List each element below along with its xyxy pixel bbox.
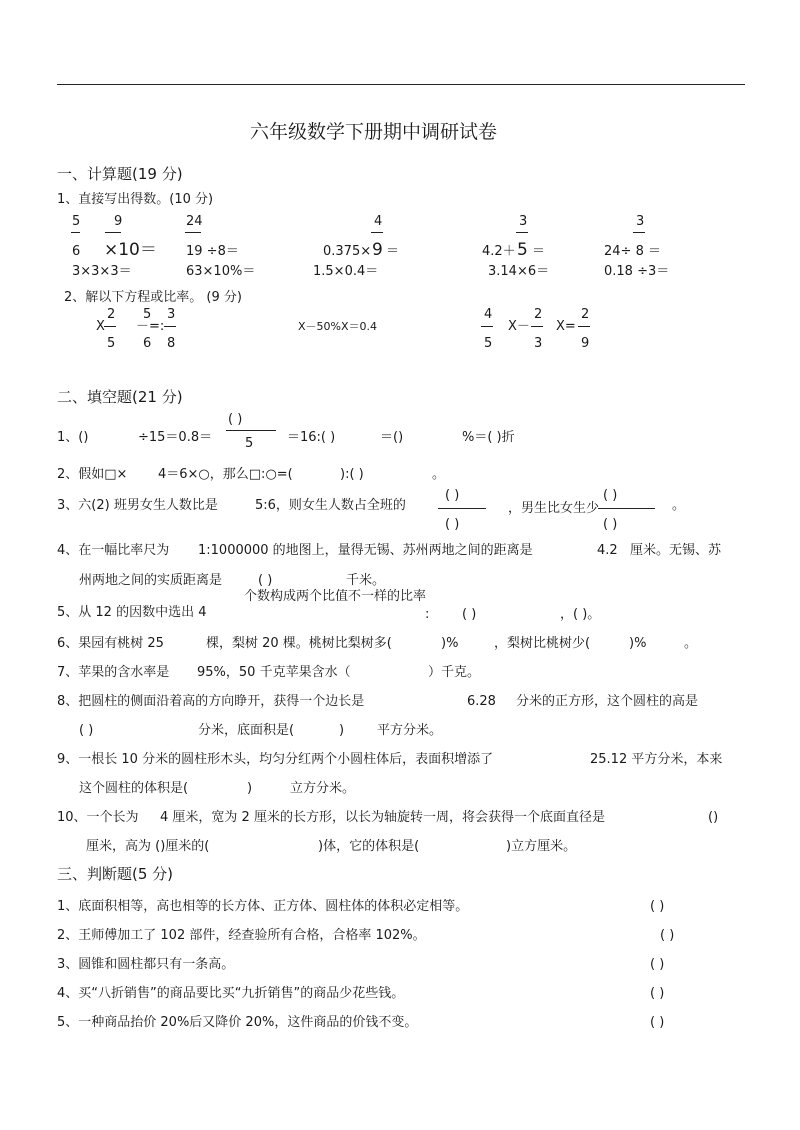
section3-heading: 三、判断题(5 分) [57,865,174,883]
fill-q6-f: 。 [684,636,698,651]
calc-a-num: 5 [72,214,81,229]
fill-q10-b: 4 厘米，宽为 2 厘米的长方形，以长为轴旋转一周，将会获得一个底面直径是 [160,810,605,825]
fill-q4-d: 厘米。无锡、苏 [630,543,722,558]
eq3-n3: 2 [581,307,590,322]
fill-q1-b: ÷15＝0.8＝ [138,430,213,445]
fill-q10-a: 10、一个长为 [57,810,139,825]
fraction-line [71,232,80,233]
fill-q1-c: ＝16:( ) [287,430,336,445]
eq1-n1: 2 [107,307,116,322]
fraction-line [164,326,176,327]
fill-q4-g: 千米。 [346,573,386,588]
judge-item-2: 2、王师傅加工了 102 部件，经查验所有合格，合格率 102%。 [57,928,426,943]
calc-e-pre: 24÷ 8 ＝ [604,244,661,259]
judge-item-4: 4、买“八折销售”的商品要比买“九折销售”的商品少花些钱。 [57,986,405,1001]
fill-q1-a: 1、() [57,430,89,445]
fill-q8-b: 6.28 [467,694,496,709]
eq1-d3: 8 [167,336,176,351]
calc-d-pre: 4.2＋ [482,244,516,259]
calc-row2-2: 63×10%＝ [186,264,256,279]
eq3-n2: 2 [534,307,543,322]
fill-q2-c: ):( ) [340,467,364,482]
eq2: X－50%X＝0.4 [298,320,378,333]
judge-paren-2: ( ) [660,928,675,943]
judge-paren-5: ( ) [650,1015,665,1030]
judge-paren-3: ( ) [650,957,665,972]
eq1-n2: 5 [143,307,152,322]
calc-c-tail: ＝ [386,244,400,259]
calc-d-tail: ＝ [532,244,546,259]
fill-q10-c: () [708,810,719,825]
fill-q8-a: 8、把圆柱的侧面沿着高的方向睁开，获得一个边长是 [57,694,365,709]
calc-c-num: 4 [374,214,383,229]
calc-b-num: 24 [186,214,203,229]
fill-q5-e: ，( )。 [560,607,601,622]
fill-q7-a: 7、苹果的含水率是 [57,665,170,680]
calc-d-num: 3 [519,214,528,229]
fill-q1-e: %＝( )折 [462,430,515,445]
fill-q1-d: ＝() [380,430,404,445]
fraction-line [531,326,543,327]
judge-item-1: 1、底面积相等，高也相等的长方体、正方体、圆柱体的体积必定相等。 [57,899,469,914]
eq1-mid: －=: [136,319,165,334]
eq3-d1: 5 [484,336,493,351]
section1-heading: 一、计算题(19 分) [57,165,183,183]
fraction-line [371,232,383,233]
calc-a-num2: 9 [114,214,123,229]
judge-paren-1: ( ) [650,899,665,914]
fill-q1-num: ( ) [228,412,243,427]
eq3-d2: 3 [534,336,543,351]
fill-q9-d: ) [247,781,253,796]
calc-row2-3: 1.5×0.4＝ [313,264,379,279]
fill-q9-b: 25.12 平方分米，本来 [590,752,723,767]
fill-q6-c: )% [441,636,459,651]
fraction-line [105,232,121,233]
calc-a-tail: ×10＝ [104,240,157,260]
fill-q4-e: 州两地之间的实质距离是 [79,573,223,588]
calc-b-den: 19 ÷8＝ [186,244,239,259]
fill-q6-e: )% [629,636,647,651]
calc-e-num: 3 [636,214,645,229]
fill-q5-c: : [425,607,430,622]
top-rule [57,84,745,85]
fraction-line [438,508,486,509]
fill-q3-d: 。 [672,498,686,513]
fill-q10-e: )体，它的体积是( [318,839,420,854]
eq1-n3: 3 [167,307,176,322]
fill-q6-d: ，梨树比桃树少( [494,636,591,651]
calc-row2-4: 3.14×6＝ [488,264,550,279]
eq3-n1: 4 [484,307,493,322]
fill-q3-a: 3、六(2) 班男女生人数比是 [57,498,218,513]
calc-a-den: 6 [72,244,81,259]
fraction-line [104,326,116,327]
calc-d-den: 5 [517,240,528,260]
fill-q8-e: 分米，底面积是( [198,723,295,738]
fill-q3-den1: ( ) [445,517,460,532]
calc-row2-1: 3×3×3＝ [72,264,132,279]
eq1-d1: 5 [107,336,116,351]
fill-q10-d: 厘米，高为 ()厘米的( [86,839,210,854]
fill-q3-b: 5:6，则女生人数占全班的 [255,498,406,513]
fill-q5-a: 个数构成两个比值不一样的比率 [244,589,427,604]
fill-q5-d: ( ) [462,607,477,622]
judge-item-3: 3、圆锥和圆柱都只有一条高。 [57,957,235,972]
eq3-x2: X= [556,319,576,334]
fill-q8-d: ( ) [79,723,94,738]
fill-q3-num1: ( ) [445,488,460,503]
page-title: 六年级数学下册期中调研试卷 [250,121,498,143]
fraction-line [185,232,201,233]
fill-q9-a: 9、一根长 10 分米的圆柱形木头，均匀分红两个小圆柱体后，表面积增添了 [57,752,494,767]
fill-q2-a: 2、假如□× [57,467,128,482]
calc-c-pre: 0.375× [323,244,372,259]
section2-heading: 二、填空题(21 分) [57,388,183,406]
fill-q6-b: 棵，梨树 20 棵。桃树比梨树多( [206,636,392,651]
fill-q7-b: 95%，50 千克苹果含水（ [197,665,351,680]
eq3-x1: X－ [508,319,530,334]
fill-q1-den: 5 [245,436,254,451]
fill-q4-a: 4、在一幅比率尺为 [57,543,170,558]
fraction-line [578,326,590,327]
fill-q6-a: 6、果园有桃树 25 [57,636,164,651]
fill-q8-f: ) [339,723,345,738]
fraction-line [598,508,655,509]
fill-q3-c: ，男生比女生少 [508,501,600,516]
fill-q8-g: 平方分米。 [377,723,443,738]
fill-q3-den2: ( ) [603,517,618,532]
fill-q2-d: 。 [432,467,446,482]
fill-q3-num2: ( ) [603,488,618,503]
fill-q9-e: 立方分米。 [290,781,356,796]
fraction-line [481,326,493,327]
eq3-d3: 9 [581,336,590,351]
fill-q2-b: 4＝6×○，那么□:○=( [158,467,293,482]
eq1-d2: 6 [143,336,152,351]
fraction-line [226,430,276,431]
fill-q7-c: ）千克。 [428,665,481,680]
q1-instruction: 1、直接写出得数。(10 分) [57,192,214,207]
fill-q5-b: 5、从 12 的因数中选出 4 [57,605,207,620]
judge-paren-4: ( ) [650,986,665,1001]
fraction-line [633,232,645,233]
calc-c-den: 9 [372,240,383,260]
fill-q9-c: 这个圆柱的体积是( [79,781,189,796]
fill-q4-c: 4.2 [597,543,618,558]
calc-row2-5: 0.18 ÷3＝ [604,264,670,279]
q2-instruction: 2、解以下方程或比率。 (9 分) [64,290,242,305]
fill-q10-f: )立方厘米。 [506,839,577,854]
fill-q8-c: 分米的正方形，这个圆柱的高是 [516,694,699,709]
eq1-x: X [96,319,105,334]
fraction-line [516,232,528,233]
judge-item-5: 5、一种商品抬价 20%后又降价 20%，这件商品的价钱不变。 [57,1015,418,1030]
fill-q4-b: 1:1000000 的地图上，量得无锡、苏州两地之间的距离是 [198,543,533,558]
fill-q4-f: ( ) [258,573,273,588]
